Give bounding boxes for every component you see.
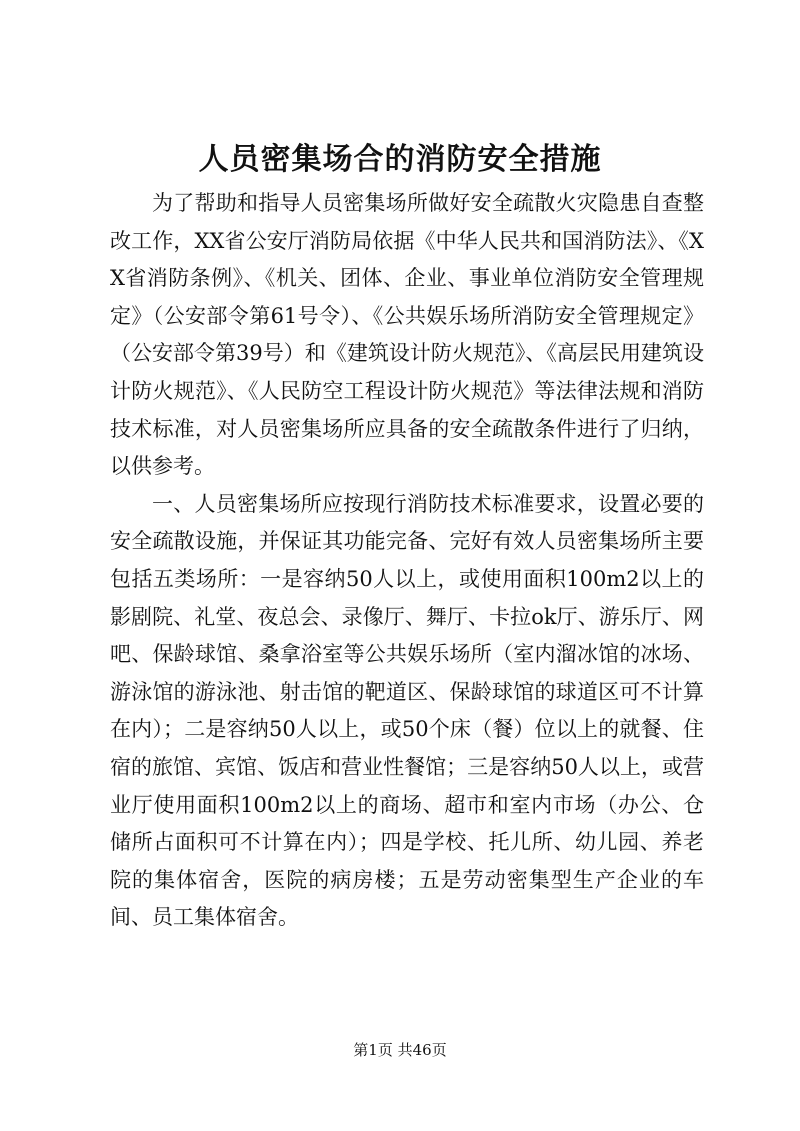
page-number-footer: 第1页 共46页	[353, 1041, 447, 1059]
paragraph-section-1: 一、人员密集场所应按现行消防技术标准要求，设置必要的安全疏散设施，并保证其功能完备、完好有效人员密集场所主要包括五类场所：一是容纳50人以上，或使用面积100m2以上的影剧院、礼堂、夜总会、录像厅、舞厅、卡拉ok厅、游乐厅、网吧、保龄球馆、桑拿浴室等公共娱乐场所（室内溜冰馆的冰场、游泳馆的游泳池、射击馆的靶道区、保龄球馆的球道区可不计算在内）；二是容纳50人以上，或50个床（餐）位以上的就餐、住宿的旅馆、宾馆、饭店和营业性餐馆；三是容纳50人以上，或营业厅使用面积100m2以上的商场、超市和室内市场（办公、仓储所占面积可不计算在内）；四是学校、托儿所、幼儿园、养老院的集体宿舍，医院的病房楼；五是劳动密集型生产企业的车间、员工集体宿舍。	[110, 491, 704, 930]
document-body	[110, 185, 704, 937]
paragraph-intro: 为了帮助和指导人员密集场所做好安全疏散火灾隐患自查整改工作，XX省公安厅消防局依据《中华人民共和国消防法》、《XX省消防条例》、《机关、团体、企业、事业单位消防安全管理规定》（公安部令第61号令）、《公共娱乐场所消防安全管理规定》（公安部令第39号）和《建筑设计防火规范》、《高层民用建筑设计防火规范》、《人民防空工程设计防火规范》等法律法规和消防技术标准，对人员密集场所应具备的安全疏散条件进行了归纳，以供参考。	[110, 191, 704, 479]
document-title: 人员密集场合的消防安全措施	[198, 142, 602, 177]
